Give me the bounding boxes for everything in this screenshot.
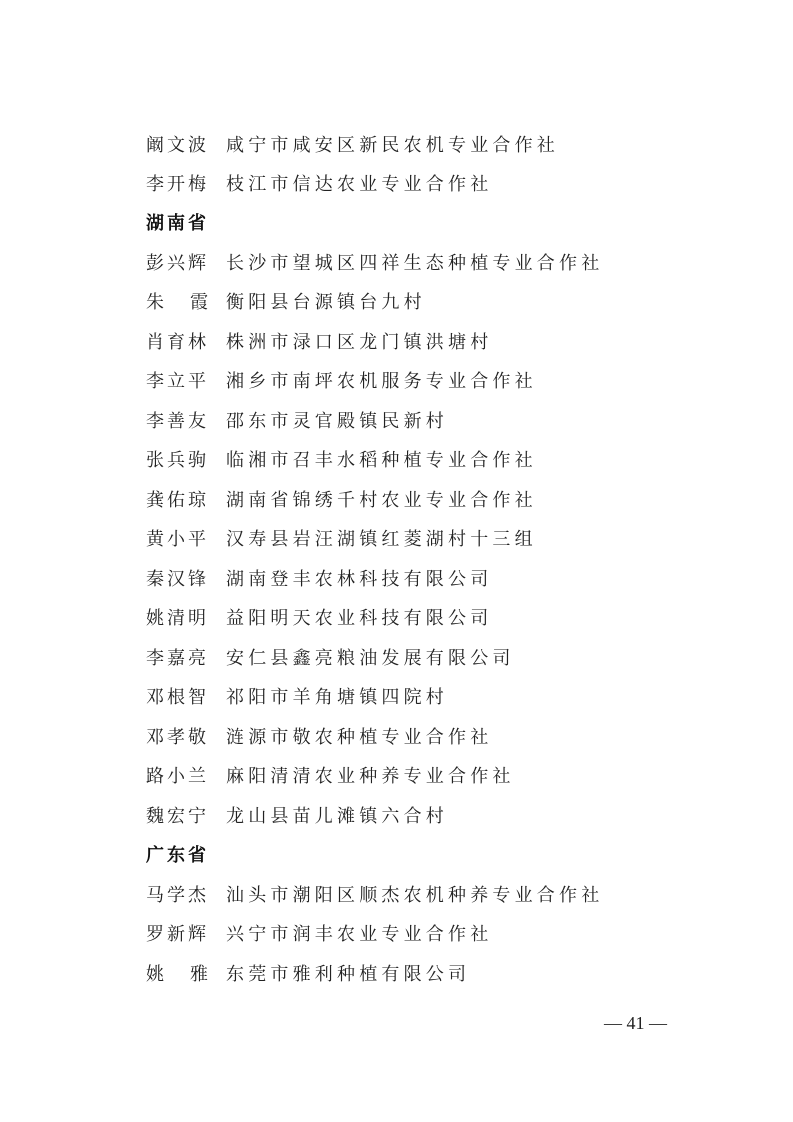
list-item	[146, 920, 492, 950]
list-item	[146, 288, 426, 318]
person-name: 罗新辉	[146, 924, 209, 945]
organization-name: 东莞市雅利种植有限公司	[226, 964, 471, 985]
person-name: 李嘉亮	[146, 648, 209, 669]
list-item	[146, 604, 492, 634]
person-name: 张兵驹	[146, 450, 209, 471]
person-name: 黄小平	[146, 529, 209, 550]
list-item	[146, 131, 559, 161]
person-name: 彭兴辉	[146, 253, 209, 274]
list-item	[146, 486, 537, 516]
person-name: 肖育林	[146, 332, 209, 353]
organization-name: 长沙市望城区四祥生态种植专业合作社	[226, 253, 604, 274]
person-name: 龚佑琼	[146, 490, 209, 511]
organization-name: 咸宁市咸安区新民农机专业合作社	[226, 135, 559, 156]
organization-name: 株洲市渌口区龙门镇洪塘村	[226, 332, 493, 353]
province-heading: 广东省	[146, 845, 209, 866]
organization-name: 益阳明天农业科技有限公司	[226, 608, 493, 629]
list-item	[146, 446, 537, 476]
organization-name: 汉寿县岩汪湖镇红菱湖村十三组	[226, 529, 537, 550]
person-name: 姚清明	[146, 608, 209, 629]
person-name: 阚文波	[146, 135, 209, 156]
organization-name: 涟源市敬农种植专业合作社	[226, 727, 493, 748]
list-item	[146, 762, 515, 792]
organization-name: 衡阳县台源镇台九村	[226, 292, 426, 313]
list-item	[146, 802, 448, 832]
list-item	[146, 525, 537, 555]
person-name: 朱 霞	[146, 292, 208, 313]
list-item	[146, 328, 492, 358]
list-item	[146, 881, 603, 911]
province-heading: 湖南省	[146, 213, 209, 234]
organization-name: 汕头市潮阳区顺杰农机种养专业合作社	[226, 885, 604, 906]
organization-name: 枝江市信达农业专业合作社	[226, 174, 493, 195]
list-item	[146, 644, 515, 674]
organization-name: 龙山县苗儿滩镇六合村	[226, 806, 448, 827]
organization-name: 临湘市召丰水稻种植专业合作社	[226, 450, 537, 471]
page-number: — 41 —	[604, 1013, 667, 1033]
list-item	[146, 170, 492, 200]
person-name: 李善友	[146, 411, 209, 432]
person-name: 马学杰	[146, 885, 209, 906]
person-name: 邓根智	[146, 687, 209, 708]
person-name: 李开梅	[146, 174, 209, 195]
organization-name: 湖南省锦绣千村农业专业合作社	[226, 490, 537, 511]
list-item	[146, 407, 448, 437]
organization-name: 湖南登丰农林科技有限公司	[226, 569, 493, 590]
person-name: 魏宏宁	[146, 806, 209, 827]
person-name: 路小兰	[146, 766, 209, 787]
list-item	[146, 683, 448, 713]
list-item	[146, 565, 492, 595]
list-item	[146, 367, 537, 397]
organization-name: 祁阳市羊角塘镇四院村	[226, 687, 448, 708]
person-name: 李立平	[146, 371, 209, 392]
list-item	[146, 249, 603, 279]
organization-name: 邵东市灵官殿镇民新村	[226, 411, 448, 432]
organization-name: 湘乡市南坪农机服务专业合作社	[226, 371, 537, 392]
list-item	[146, 723, 492, 753]
person-name: 秦汉锋	[146, 569, 209, 590]
organization-name: 麻阳清清农业种养专业合作社	[226, 766, 515, 787]
list-item	[146, 960, 470, 990]
organization-name: 兴宁市润丰农业专业合作社	[226, 924, 493, 945]
organization-name: 安仁县鑫亮粮油发展有限公司	[226, 648, 515, 669]
person-name: 邓孝敬	[146, 727, 209, 748]
person-name: 姚 雅	[146, 964, 208, 985]
